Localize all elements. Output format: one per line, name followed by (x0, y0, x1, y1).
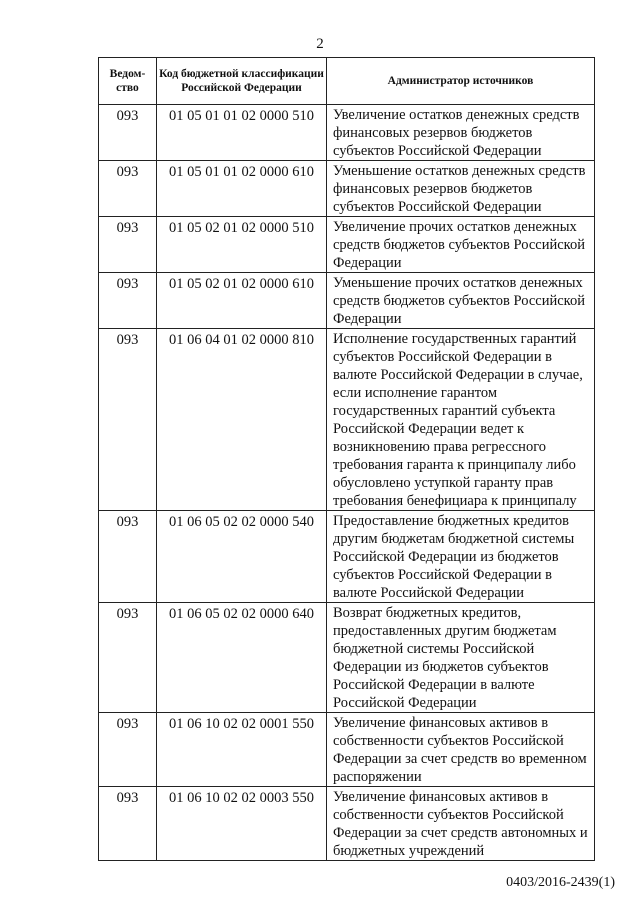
table-row (99, 273, 595, 329)
table-row (99, 217, 595, 273)
cell-code: 01 06 04 01 02 0000 810 (157, 329, 327, 511)
table-row (99, 787, 595, 861)
cell-admin: Увеличение финансовых активов в собственности субъектов Российской Федерации за счет средств автономных и бюджетных учреждений (327, 787, 595, 861)
cell-code: 01 06 10 02 02 0003 550 (157, 787, 327, 861)
document-number: 0403/2016-2439(1) (506, 875, 615, 890)
cell-dept: 093 (99, 787, 157, 861)
cell-admin: Предоставление бюджетных кредитов другим бюджетам бюджетной системы Российской Федерации из бюджетов субъектов Российской Федерации в валюте Российской Федерации (327, 511, 595, 603)
cell-dept: 093 (99, 511, 157, 603)
header-admin: Администратор источников (327, 58, 595, 105)
table-row (99, 511, 595, 603)
cell-dept: 093 (99, 713, 157, 787)
table-row (99, 161, 595, 217)
page-number: 2 (316, 36, 324, 52)
cell-admin: Увеличение прочих остатков денежных средств бюджетов субъектов Российской Федерации (327, 217, 595, 273)
table-header-row (99, 58, 595, 105)
cell-code: 01 06 05 02 02 0000 640 (157, 603, 327, 713)
cell-admin: Уменьшение остатков денежных средств финансовых резервов бюджетов субъектов Российской Федерации (327, 161, 595, 217)
sources-administrator-table (98, 57, 595, 861)
cell-admin: Исполнение государственных гарантий субъектов Российской Федерации в валюте Российской Федерации в случае, если исполнение гарантом государственных гарантий субъекта Российской Федерации ведет к возникновению права регрессного требования гаранта к принципалу либо обусловлено уступкой гаранту прав требования бенефициара к принципалу (327, 329, 595, 511)
cell-admin: Увеличение финансовых активов в собственности субъектов Российской Федерации за счет средств во временном распоряжении (327, 713, 595, 787)
cell-dept: 093 (99, 161, 157, 217)
cell-admin: Увеличение остатков денежных средств финансовых резервов бюджетов субъектов Российской Федерации (327, 105, 595, 161)
cell-code: 01 05 02 01 02 0000 610 (157, 273, 327, 329)
cell-admin: Уменьшение прочих остатков денежных средств бюджетов субъектов Российской Федерации (327, 273, 595, 329)
table-row (99, 713, 595, 787)
cell-dept: 093 (99, 329, 157, 511)
cell-dept: 093 (99, 273, 157, 329)
table-row (99, 329, 595, 511)
cell-code: 01 05 02 01 02 0000 510 (157, 217, 327, 273)
cell-code: 01 06 10 02 02 0001 550 (157, 713, 327, 787)
cell-dept: 093 (99, 603, 157, 713)
cell-admin: Возврат бюджетных кредитов, предоставленных другим бюджетам бюджетной системы Российской Федерации из бюджетов субъектов Российской Федерации в валюте Российской Федерации (327, 603, 595, 713)
table-row (99, 105, 595, 161)
table-row (99, 603, 595, 713)
cell-code: 01 06 05 02 02 0000 540 (157, 511, 327, 603)
cell-dept: 093 (99, 217, 157, 273)
cell-dept: 093 (99, 105, 157, 161)
cell-code: 01 05 01 01 02 0000 510 (157, 105, 327, 161)
cell-code: 01 05 01 01 02 0000 610 (157, 161, 327, 217)
header-dept: Ведом-ство (99, 58, 157, 105)
header-code: Код бюджетной классификации Российской Федерации (157, 58, 327, 105)
